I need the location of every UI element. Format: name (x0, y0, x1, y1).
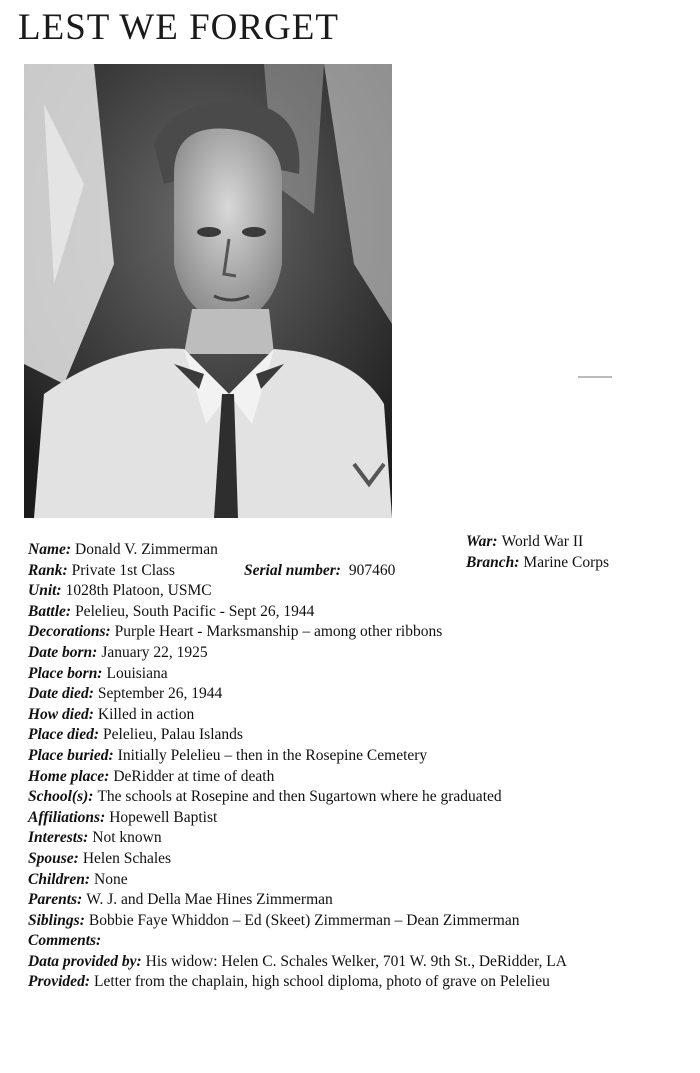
field-value: W. J. and Della Mae Hines Zimmerman (86, 891, 333, 909)
field-data-provided-by (28, 952, 688, 973)
field-label: Spouse: (28, 849, 79, 867)
field-decorations (28, 622, 688, 643)
field-value: The schools at Rosepine and then Sugartown where he graduated (97, 788, 502, 806)
field-value: Initially Pelelieu – then in the Rosepine Cemetery (117, 746, 428, 764)
field-label: Decorations: (28, 623, 111, 641)
field-value: None (94, 870, 128, 888)
field-place-buried (28, 746, 688, 767)
field-parents (28, 890, 688, 911)
field-label: War: (466, 533, 498, 550)
field-home-place (28, 767, 688, 788)
details-list (28, 540, 688, 993)
divider (578, 376, 612, 378)
field-label: Place died: (28, 726, 100, 744)
field-name (28, 540, 688, 561)
field-value: His widow: Helen C. Schales Welker, 701 W. 9th St., DeRidder, LA (145, 952, 567, 970)
field-value: Donald V. Zimmerman (75, 541, 218, 558)
field-value: Killed in action (97, 705, 195, 723)
field-value: Letter from the chaplain, high school diploma, photo of grave on Pelelieu (93, 973, 550, 991)
field-label: Children: (28, 870, 91, 888)
field-label: Unit: (28, 582, 62, 600)
field-value: Not known (92, 829, 162, 847)
field-value: DeRidder at time of death (113, 767, 275, 785)
page-title: LEST WE FORGET (18, 7, 339, 48)
field-value: Marine Corps (523, 553, 610, 571)
field-children (28, 870, 688, 891)
field-label: Name: (28, 541, 72, 558)
field-rank (28, 561, 688, 582)
field-label: Interests: (28, 829, 89, 847)
field-label: Affiliations: (28, 808, 106, 826)
field-value: Bobbie Faye Whiddon – Ed (Skeet) Zimmerman – Dean Zimmerman (88, 911, 520, 929)
field-value: January 22, 1925 (101, 643, 208, 661)
field-provided (28, 972, 688, 993)
field-unit (28, 581, 688, 602)
soldier-portrait-photo (24, 64, 392, 518)
field-label: Serial number: (244, 561, 341, 579)
field-label: Date died: (28, 685, 94, 703)
field-value: Hopewell Baptist (109, 808, 218, 826)
field-serial-number (244, 561, 395, 582)
field-label: Place buried: (28, 746, 114, 764)
field-comments (28, 931, 688, 952)
field-value: Louisiana (106, 664, 168, 682)
field-label: How died: (28, 705, 94, 723)
field-value: Pelelieu, South Pacific - Sept 26, 1944 (75, 602, 315, 620)
field-interests (28, 828, 688, 849)
field-value: Purple Heart - Marksmanship – among other ribbons (114, 623, 443, 641)
field-affiliations (28, 808, 688, 829)
field-label: Provided: (28, 973, 90, 991)
field-value: 1028th Platoon, USMC (65, 582, 212, 600)
field-label: Branch: (466, 553, 520, 571)
field-label: Siblings: (28, 911, 85, 929)
field-spouse (28, 849, 688, 870)
field-label: Data provided by: (28, 952, 142, 970)
field-how-died (28, 705, 688, 726)
field-date-died (28, 684, 688, 705)
field-siblings (28, 911, 688, 932)
field-label: Place born: (28, 664, 103, 682)
field-value: Private 1st Class (71, 561, 175, 579)
field-label: Parents: (28, 891, 83, 909)
field-battle (28, 602, 688, 623)
field-value: World War II (501, 533, 584, 550)
field-label: Rank: (28, 561, 68, 579)
field-label: School(s): (28, 788, 94, 806)
field-label: Date born: (28, 643, 98, 661)
field-schools (28, 787, 688, 808)
field-label: Home place: (28, 767, 110, 785)
field-date-born (28, 643, 688, 664)
field-label: Battle: (28, 602, 72, 620)
field-place-died (28, 725, 688, 746)
field-label: Comments: (28, 932, 102, 950)
field-value: September 26, 1944 (97, 685, 223, 703)
field-value: Pelelieu, Palau Islands (103, 726, 243, 744)
field-value: Helen Schales (82, 849, 172, 867)
field-place-born (28, 664, 688, 685)
field-value: 907460 (348, 561, 396, 579)
